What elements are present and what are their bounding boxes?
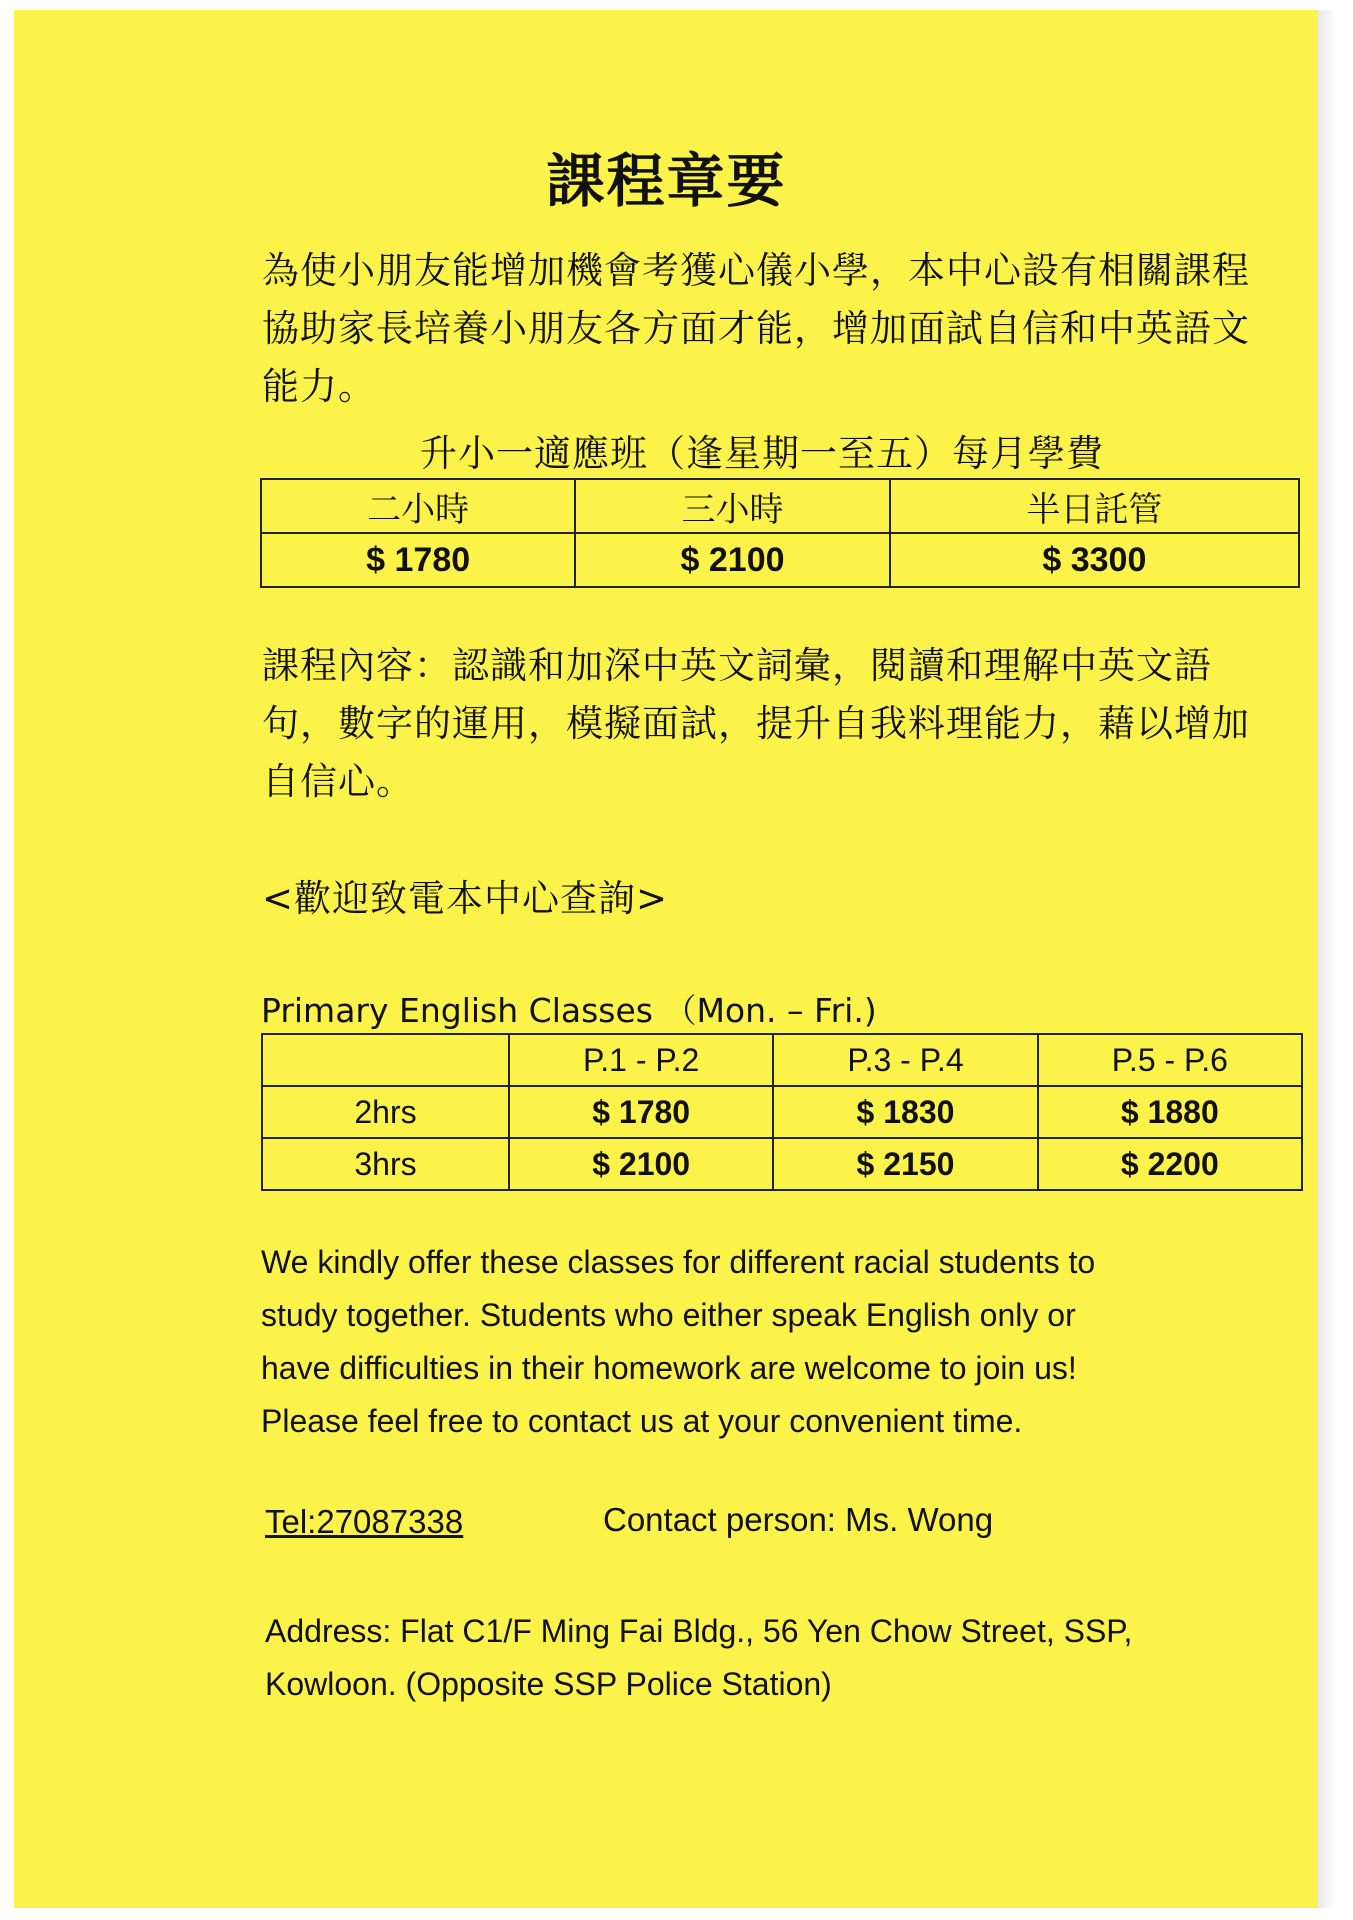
row-label-cell: 2hrs — [262, 1086, 509, 1138]
flyer-title: 課程章要 — [546, 147, 787, 215]
english-classes-heading: Primary English Classes （Mon. – Fri.) — [261, 991, 877, 1030]
table-header-cell: 二小時 — [261, 479, 575, 533]
address-line: Kowloon. (Opposite SSP Police Station) — [265, 1666, 832, 1702]
price-cell: $ 1880 — [1038, 1086, 1302, 1138]
welcome-enquiry-line: <歡迎致電本中心查詢> — [262, 877, 669, 920]
table-header-cell — [262, 1034, 509, 1086]
p1-adaptation-fee-table — [260, 478, 1300, 588]
table-row — [261, 533, 1299, 587]
table-header-row — [262, 1034, 1302, 1086]
table-header-cell: P.1 - P.2 — [509, 1034, 773, 1086]
p1-adaptation-class-heading: 升小一適應班（逢星期一至五）每月學費 — [420, 432, 1104, 475]
price-cell: $ 1780 — [509, 1086, 773, 1138]
contact-person: Contact person: Ms. Wong — [603, 1501, 994, 1538]
price-cell: $ 1830 — [773, 1086, 1037, 1138]
yellow-flyer-sheet — [14, 10, 1319, 1908]
address-line: Address: Flat C1/F Ming Fai Bldg., 56 Yen Chow Street, SSP, — [265, 1613, 1133, 1649]
price-cell: $ 2100 — [509, 1138, 773, 1190]
intro-line: 能力。 — [262, 365, 376, 408]
table-header-cell: 半日託管 — [890, 479, 1299, 533]
intro-line: 協助家長培養小朋友各方面才能，增加面試自信和中英語文 — [262, 307, 1250, 350]
table-header-cell: 三小時 — [575, 479, 889, 533]
table-header-row — [261, 479, 1299, 533]
course-content-line: 句，數字的運用，模擬面試，提升自我料理能力，藉以增加 — [262, 702, 1250, 745]
price-cell: $ 2150 — [773, 1138, 1037, 1190]
flyer-content — [14, 10, 1319, 1908]
table-header-cell: P.5 - P.6 — [1038, 1034, 1302, 1086]
english-note-line: have difficulties in their homework are welcome to join us! — [261, 1350, 1077, 1386]
english-note-line: Please feel free to contact us at your convenient time. — [261, 1403, 1023, 1439]
english-note-paragraph — [261, 1236, 1321, 1448]
english-note-line: We kindly offer these classes for different racial students to — [261, 1244, 1096, 1280]
course-content-line: 課程內容：認識和加深中英文詞彙，閱讀和理解中英文語 — [262, 644, 1212, 687]
english-note-line: study together. Students who either speak English only or — [261, 1297, 1076, 1333]
row-label-cell: 3hrs — [262, 1138, 509, 1190]
telephone-number: Tel:27087338 — [265, 1503, 464, 1540]
page-edge-shadow — [1318, 10, 1336, 1908]
intro-paragraph — [262, 242, 1312, 416]
price-cell: $ 1780 — [261, 533, 575, 587]
price-cell: $ 2200 — [1038, 1138, 1302, 1190]
address-block — [265, 1605, 1315, 1711]
table-header-cell: P.3 - P.4 — [773, 1034, 1037, 1086]
price-cell: $ 2100 — [575, 533, 889, 587]
english-classes-fee-table — [261, 1033, 1303, 1191]
table-row — [262, 1138, 1302, 1190]
course-content-paragraph — [262, 637, 1312, 811]
intro-line: 為使小朋友能增加機會考獲心儀小學，本中心設有相關課程 — [262, 249, 1250, 292]
table-row — [262, 1086, 1302, 1138]
course-content-line: 自信心。 — [262, 760, 414, 803]
price-cell: $ 3300 — [890, 533, 1299, 587]
